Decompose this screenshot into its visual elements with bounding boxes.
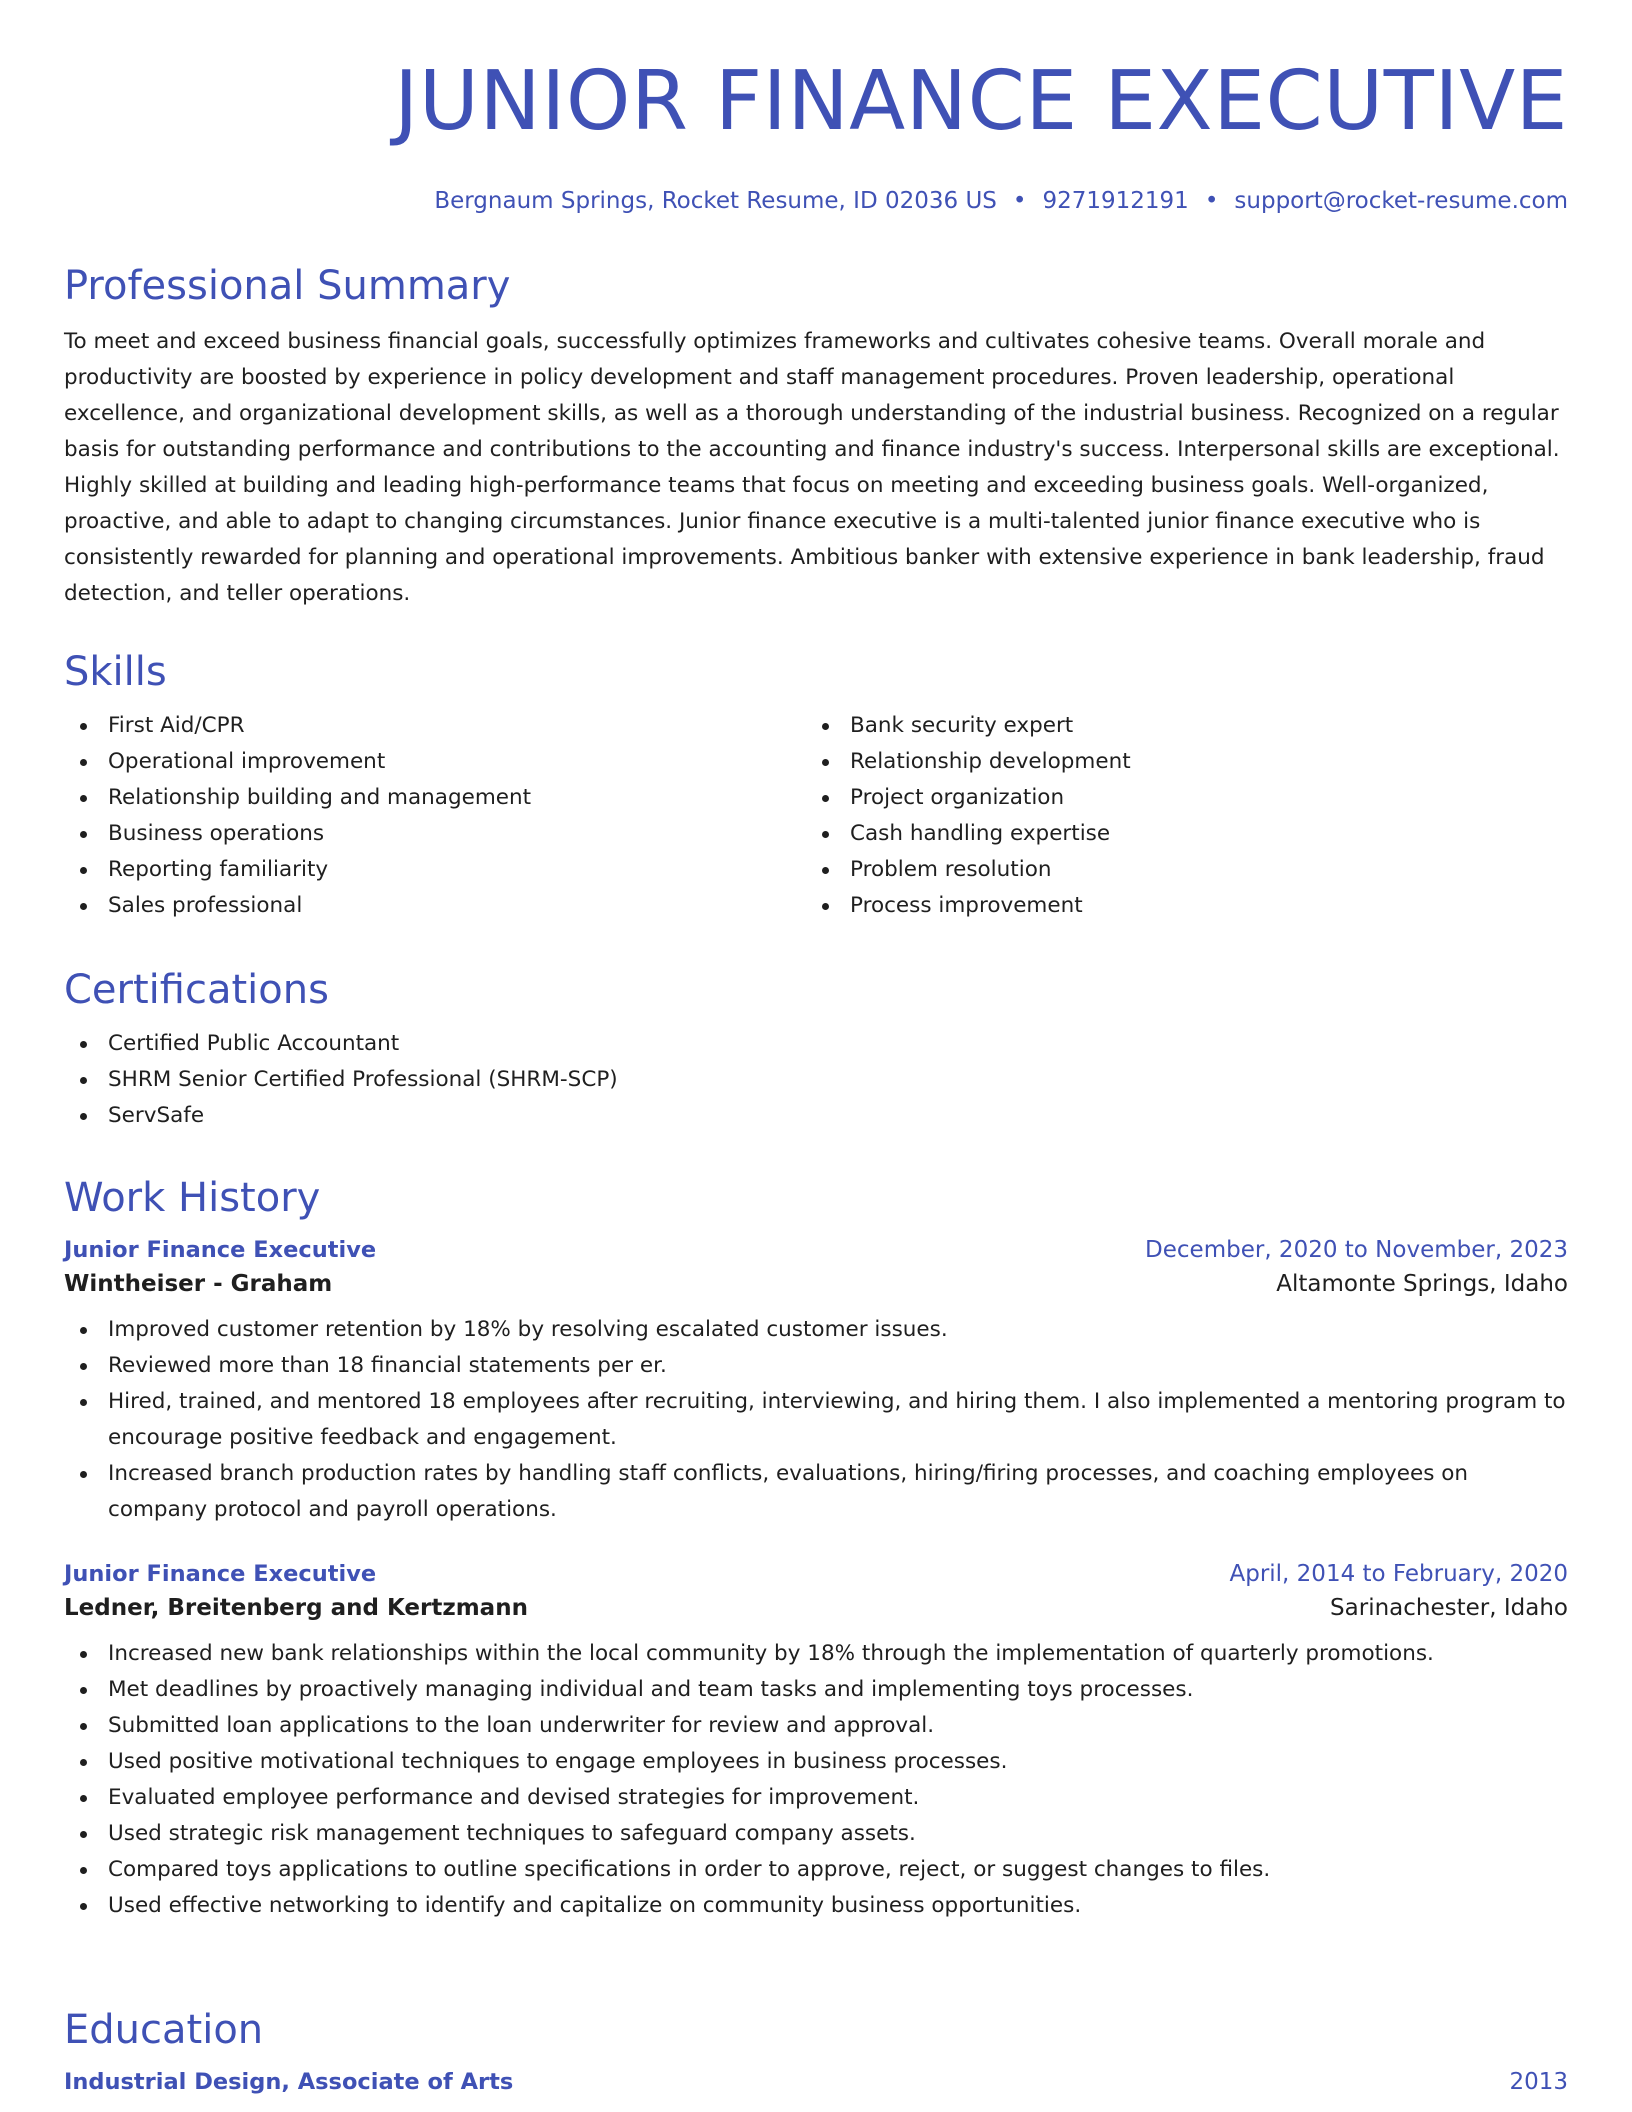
contact-separator: •	[1012, 188, 1027, 214]
job-bullet: Used positive motivational techniques to engage employees in business processes.	[64, 1744, 1568, 1780]
job-bullet: Used strategic risk management techniques to safeguard company assets.	[64, 1816, 1568, 1852]
job-company: Ledner, Breitenberg and Kertzmann	[64, 1595, 528, 1621]
job-bullet: Improved customer retention by 18% by resolving escalated customer issues.	[64, 1312, 1568, 1348]
education-row	[64, 2066, 1568, 2098]
job-dates: April, 2014 to February, 2020	[1229, 1561, 1568, 1587]
job-bullet: Reviewed more than 18 financial statements per er.	[64, 1348, 1568, 1384]
job-header-row	[64, 1558, 1568, 1590]
job-bullets	[64, 1636, 1568, 1924]
contact-separator: •	[1204, 188, 1219, 214]
job-company-row	[64, 1590, 1568, 1626]
skill-item: Relationship building and management	[64, 780, 806, 816]
job-title: Junior Finance Executive	[64, 1561, 377, 1587]
education-degree: Industrial Design, Associate of Arts	[64, 2069, 514, 2095]
contact-address: Bergnaum Springs, Rocket Resume, ID 02036 US	[434, 188, 997, 214]
certification-item: Certified Public Accountant	[64, 1026, 1568, 1062]
job-bullet: Used effective networking to identify and capitalize on community business opportunities.	[64, 1888, 1568, 1924]
education-section	[64, 2006, 1568, 2098]
work-history-section	[64, 1174, 1568, 1924]
work-history-heading: Work History	[64, 1175, 321, 1221]
job-entry	[64, 1558, 1568, 1924]
job-dates: December, 2020 to November, 2023	[1145, 1237, 1568, 1263]
skill-item: Process improvement	[806, 888, 1548, 924]
skills-section	[64, 648, 1568, 924]
job-header-row	[64, 1234, 1568, 1266]
education-year: 2013	[1509, 2069, 1568, 2095]
skill-item: Project organization	[806, 780, 1548, 816]
skills-columns	[64, 708, 1568, 924]
job-title: Junior Finance Executive	[64, 1237, 377, 1263]
skill-item: Sales professional	[64, 888, 806, 924]
job-location: Altamonte Springs, Idaho	[1276, 1271, 1568, 1297]
job-bullet: Evaluated employee performance and devised strategies for improvement.	[64, 1780, 1568, 1816]
contact-line	[64, 186, 1568, 216]
job-company-row	[64, 1266, 1568, 1302]
summary-text: To meet and exceed business financial goals, successfully optimizes frameworks and cultivates cohesive teams. Overall morale and productivity are boosted by experience in policy development and staff management procedures. Proven leadership, operational excellence, and organizational development skills, as well as a thorough understanding of the industrial business. Recognized on a regular basis for outstanding performance and contributions to the accounting and finance industry's success. Interpersonal skills are exceptional. Highly skilled at building and leading high-performance teams that focus on meeting and exceeding business goals. Well-organized, proactive, and able to adapt to changing circumstances. Junior finance executive is a multi-talented junior finance executive who is consistently rewarded for planning and operational improvements. Ambitious banker with extensive experience in bank leadership, fraud detection, and teller operations.	[64, 329, 1560, 606]
education-heading: Education	[64, 2007, 264, 2053]
certifications-list	[64, 1026, 1568, 1134]
job-bullets	[64, 1312, 1568, 1528]
candidate-title: JUNIOR FINANCE EXECUTIVE	[394, 54, 1568, 149]
certifications-section	[64, 966, 1568, 1134]
skill-item: Reporting familiarity	[64, 852, 806, 888]
contact-phone: 9271912191	[1042, 188, 1189, 214]
skill-item: Relationship development	[806, 744, 1548, 780]
job-bullet: Increased new bank relationships within the local community by 18% through the implementation of quarterly promotions.	[64, 1636, 1568, 1672]
certification-item: SHRM Senior Certified Professional (SHRM-SCP)	[64, 1062, 1568, 1098]
skills-list-right	[806, 708, 1548, 924]
skill-item: Business operations	[64, 816, 806, 852]
job-bullet: Compared toys applications to outline specifications in order to approve, reject, or suggest changes to files.	[64, 1852, 1568, 1888]
certification-item: ServSafe	[64, 1098, 1568, 1134]
skills-heading: Skills	[64, 649, 167, 695]
job-bullet: Hired, trained, and mentored 18 employees after recruiting, interviewing, and hiring them. I also implemented a mentoring program to encourage positive feedback and engagement.	[64, 1384, 1568, 1456]
job-entry	[64, 1234, 1568, 1528]
summary-heading: Professional Summary	[64, 263, 511, 309]
skill-item: First Aid/CPR	[64, 708, 806, 744]
skill-item: Bank security expert	[806, 708, 1548, 744]
resume-header	[64, 0, 1568, 216]
skills-list-left	[64, 708, 806, 924]
skill-item: Operational improvement	[64, 744, 806, 780]
job-bullet: Increased branch production rates by handling staff conflicts, evaluations, hiring/firing processes, and coaching employees on company protocol and payroll operations.	[64, 1456, 1568, 1528]
skill-item: Problem resolution	[806, 852, 1548, 888]
job-bullet: Met deadlines by proactively managing individual and team tasks and implementing toys processes.	[64, 1672, 1568, 1708]
job-company: Wintheiser - Graham	[64, 1271, 333, 1297]
job-bullet: Submitted loan applications to the loan underwriter for review and approval.	[64, 1708, 1568, 1744]
contact-email[interactable]: support@rocket-resume.com	[1234, 188, 1568, 214]
summary-section	[64, 262, 1568, 612]
job-location: Sarinachester, Idaho	[1330, 1595, 1568, 1621]
skill-item: Cash handling expertise	[806, 816, 1548, 852]
certifications-heading: Certifications	[64, 967, 329, 1013]
